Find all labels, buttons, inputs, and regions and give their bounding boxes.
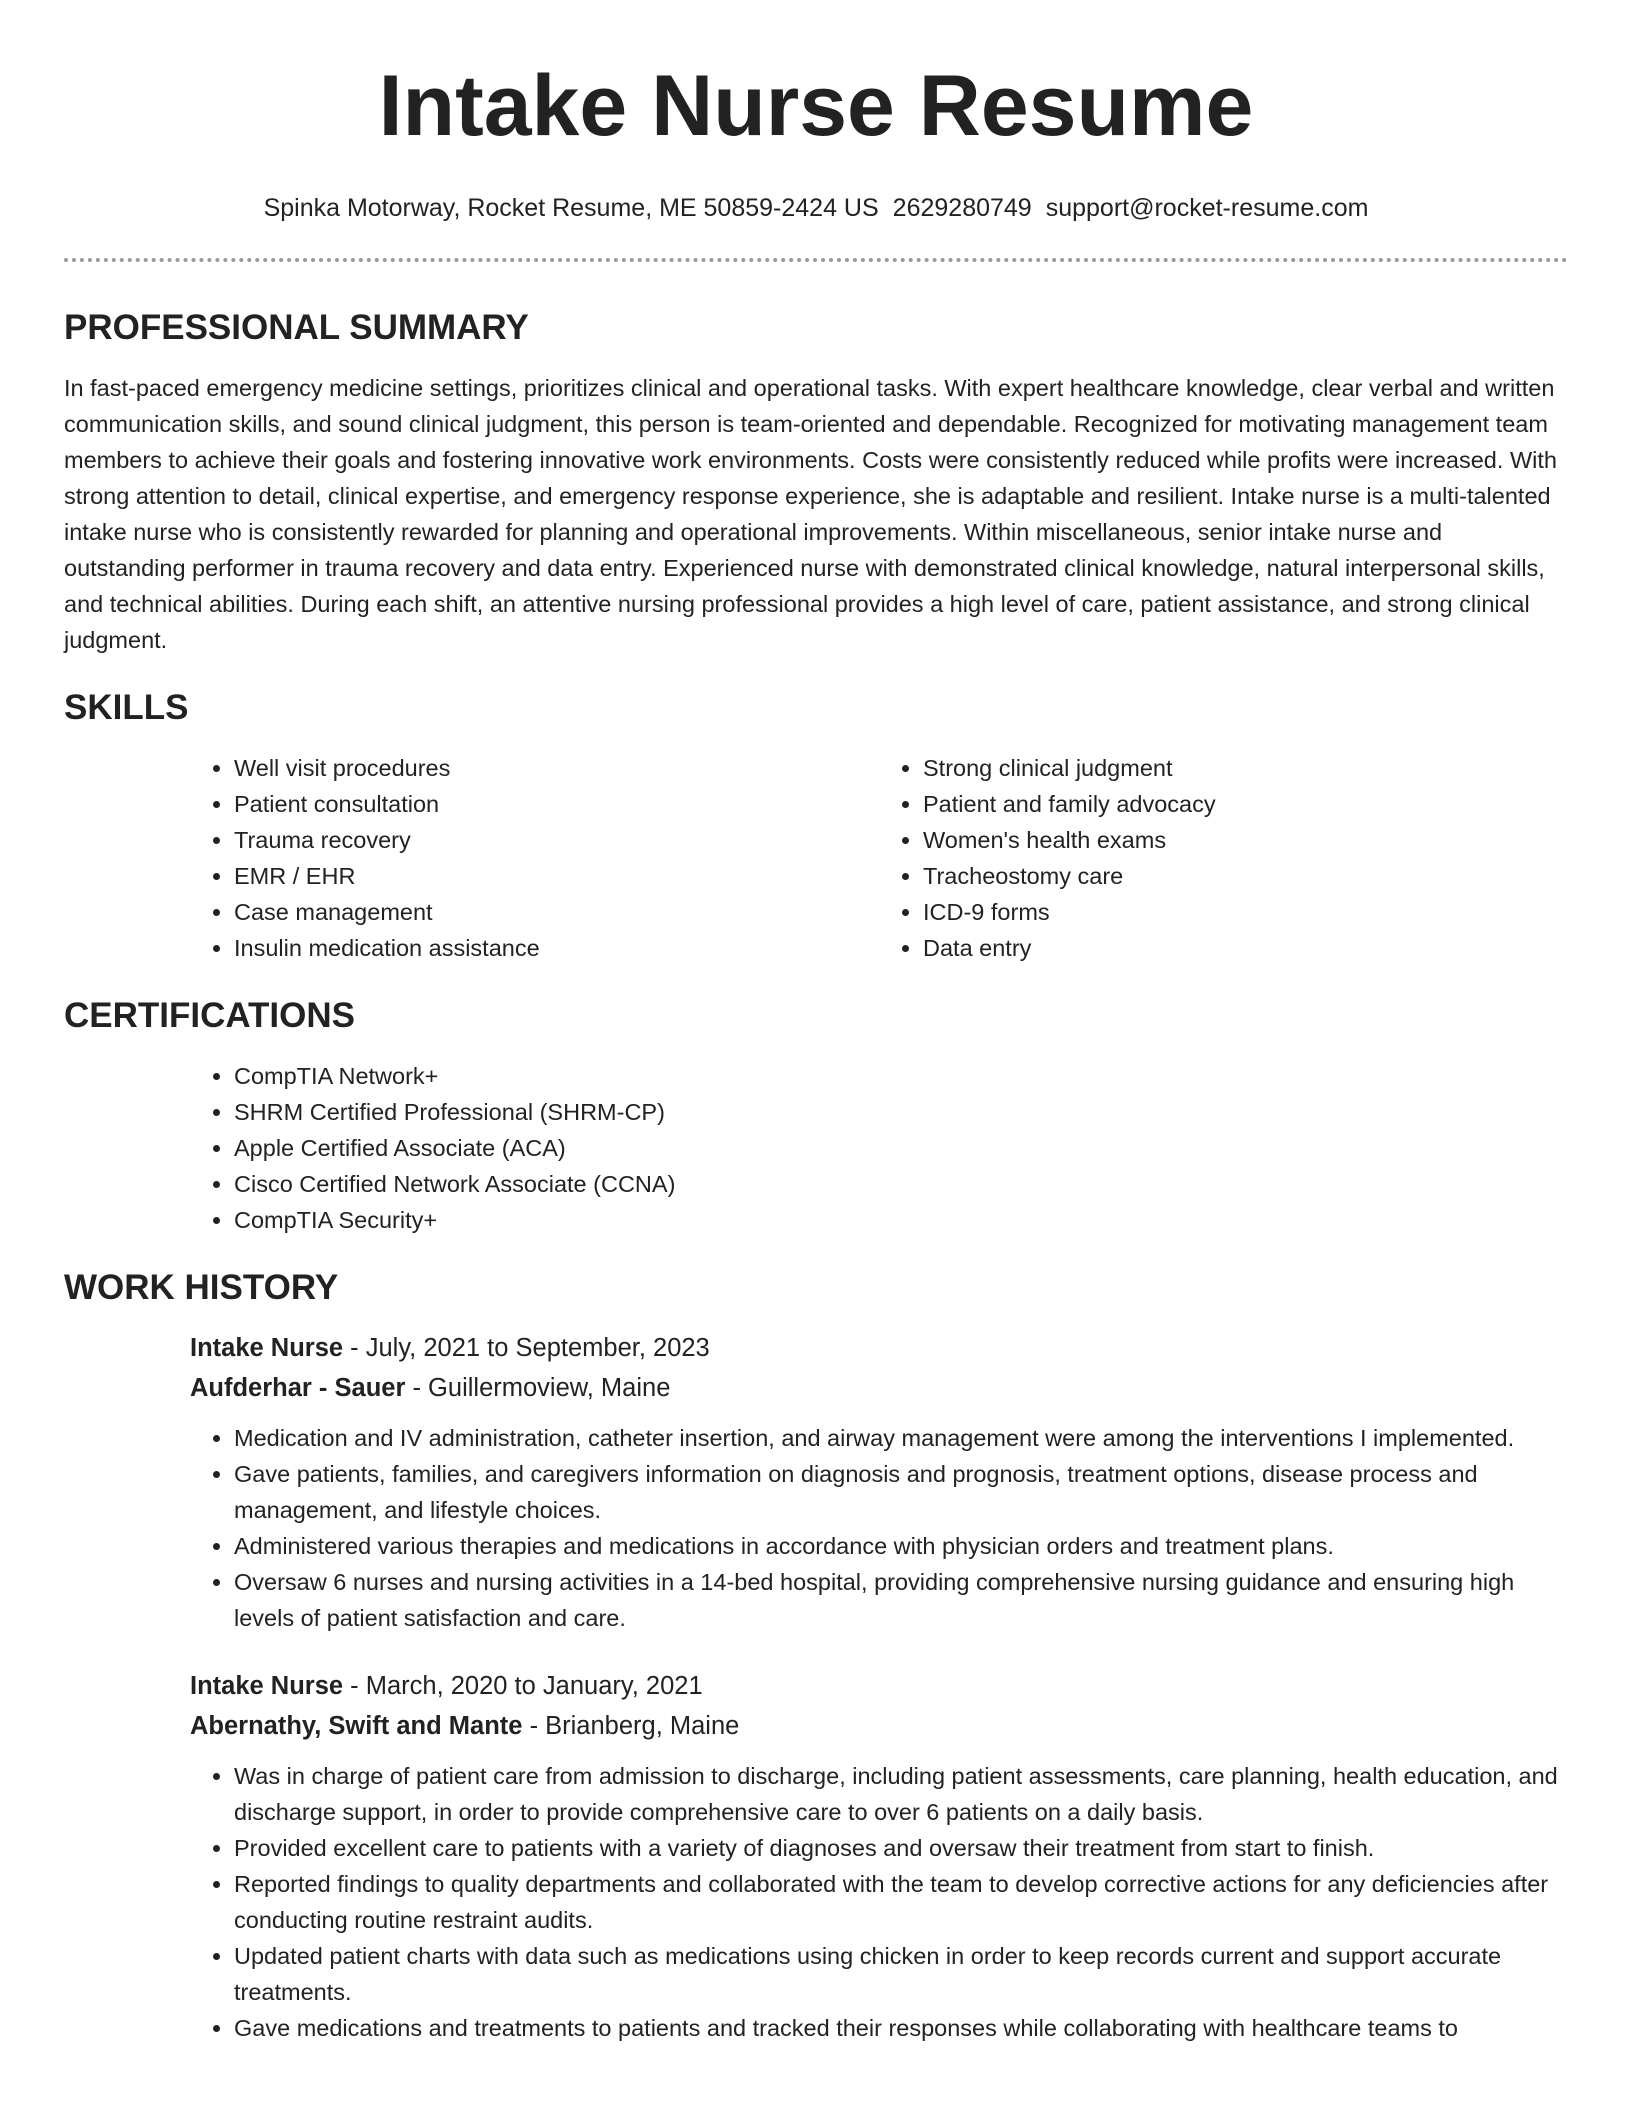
job-company: Abernathy, Swift and Mante xyxy=(190,1712,523,1740)
skills-column-right xyxy=(879,750,1568,966)
summary-text: In fast-paced emergency medicine settings, prioritizes clinical and operational tasks. With expert healthcare knowledge, clear verbal and written communication skills, and sound clinical judgment, this person is team-oriented and dependable. Recognized for motivating management team members to achieve their goals and fostering innovative work environments. Costs were consistently reduced while profits were increased. With strong attention to detail, clinical expertise, and emergency response experience, she is adaptable and resilient. Intake nurse is a multi-talented intake nurse who is consistently rewarded for planning and operational improvements. Within miscellaneous, senior intake nurse and outstanding performer in trauma recovery and data entry. Experienced nurse with demonstrated clinical knowledge, natural interpersonal skills, and technical abilities. During each shift, an attentive nursing professional provides a high level of care, patient assistance, and strong clinical judgment. xyxy=(64,375,1557,653)
job-bullet: • Medication and IV administration, catheter insertion, and airway management were among the interventions I implemented. xyxy=(234,1420,1568,1456)
job-bullet: • Was in charge of patient care from admission to discharge, including patient assessments, care planning, health education, and discharge support, in order to provide comprehensive care to over 6 patients on a daily basis. xyxy=(234,1758,1568,1830)
skill-item: • Strong clinical judgment xyxy=(923,750,1568,786)
skills-column-left xyxy=(190,750,879,966)
certification-item: • Apple Certified Associate (ACA) xyxy=(234,1130,1568,1166)
skill-item: • Women's health exams xyxy=(923,822,1568,858)
summary-heading: PROFESSIONAL SUMMARY xyxy=(64,308,529,347)
job-bullet: • Gave medications and treatments to patients and tracked their responses while collaborating with healthcare teams to xyxy=(234,2010,1568,2046)
contact-phone: 2629280749 xyxy=(892,194,1032,222)
job-location: - Guillermoview, Maine xyxy=(405,1374,671,1402)
job-company-line xyxy=(190,1706,1568,1746)
skill-item: • Insulin medication assistance xyxy=(234,930,879,966)
job-bullets xyxy=(190,1420,1568,1636)
contact-address: Spinka Motorway, Rocket Resume, ME 50859-2424 US xyxy=(263,194,879,222)
job-title-line xyxy=(190,1328,1568,1368)
job-entry xyxy=(190,1666,1568,2046)
job-bullet: • Provided excellent care to patients with a variety of diagnoses and oversaw their treatment from start to finish. xyxy=(234,1830,1568,1866)
job-entry xyxy=(190,1328,1568,1636)
job-bullet: • Updated patient charts with data such as medications using chicken in order to keep records current and support accurate treatments. xyxy=(234,1938,1568,2010)
skills-list xyxy=(190,750,1568,966)
skill-item: • Data entry xyxy=(923,930,1568,966)
job-title: Intake Nurse xyxy=(190,1334,344,1362)
job-company: Aufderhar - Sauer xyxy=(190,1374,406,1402)
certifications-list xyxy=(190,1058,1568,1238)
certification-item: • Cisco Certified Network Associate (CCNA) xyxy=(234,1166,1568,1202)
skill-item: • Well visit procedures xyxy=(234,750,879,786)
job-bullet: • Oversaw 6 nurses and nursing activities in a 14-bed hospital, providing comprehensive nursing guidance and ensuring high levels of patient satisfaction and care. xyxy=(234,1564,1568,1636)
skill-item: • Trauma recovery xyxy=(234,822,879,858)
job-bullets xyxy=(190,1758,1568,2046)
job-dates: - March, 2020 to January, 2021 xyxy=(343,1672,703,1700)
work-history-heading: WORK HISTORY xyxy=(64,1268,339,1307)
certification-item: • CompTIA Network+ xyxy=(234,1058,1568,1094)
job-title-line xyxy=(190,1666,1568,1706)
job-company-line xyxy=(190,1368,1568,1408)
skill-item: • Tracheostomy care xyxy=(923,858,1568,894)
contact-email: support@rocket-resume.com xyxy=(1045,194,1369,222)
skill-item: • Patient and family advocacy xyxy=(923,786,1568,822)
job-bullet: • Reported findings to quality departments and collaborated with the team to develop corrective actions for any deficiencies after conducting routine restraint audits. xyxy=(234,1866,1568,1938)
job-title: Intake Nurse xyxy=(190,1672,344,1700)
header-divider xyxy=(64,258,1568,262)
certifications-heading: CERTIFICATIONS xyxy=(64,996,356,1035)
job-dates: - July, 2021 to September, 2023 xyxy=(343,1334,710,1362)
job-bullet: • Administered various therapies and medications in accordance with physician orders and treatment plans. xyxy=(234,1528,1568,1564)
skill-item: • EMR / EHR xyxy=(234,858,879,894)
page-title: Intake Nurse Resume xyxy=(378,58,1254,154)
skill-item: • ICD-9 forms xyxy=(923,894,1568,930)
job-bullet: • Gave patients, families, and caregivers information on diagnosis and prognosis, treatment options, disease process and management, and lifestyle choices. xyxy=(234,1456,1568,1528)
job-location: - Brianberg, Maine xyxy=(522,1712,740,1740)
contact-line xyxy=(64,192,1568,224)
certification-item: • CompTIA Security+ xyxy=(234,1202,1568,1238)
skills-heading: SKILLS xyxy=(64,688,189,727)
certification-item: • SHRM Certified Professional (SHRM-CP) xyxy=(234,1094,1568,1130)
skill-item: • Case management xyxy=(234,894,879,930)
skill-item: • Patient consultation xyxy=(234,786,879,822)
